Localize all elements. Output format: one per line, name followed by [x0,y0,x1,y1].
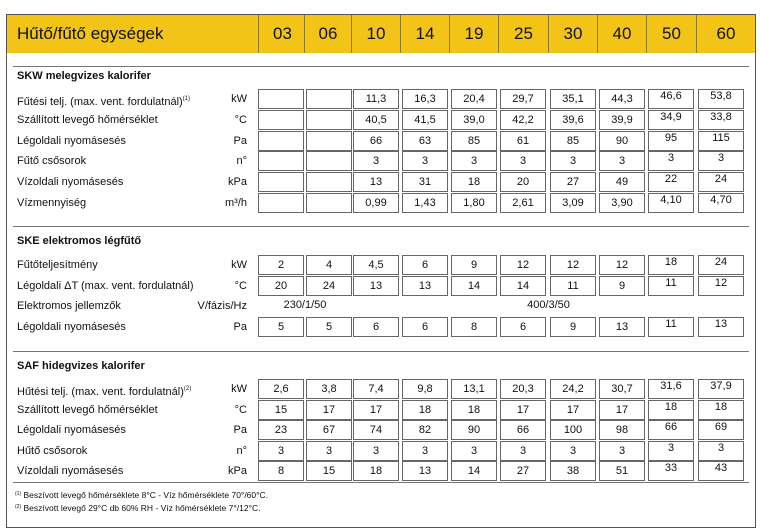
value-cell-14: 3 [402,151,448,171]
value-cell-10: 13 [353,276,399,296]
spec-table [6,14,756,528]
value-cell-40: 12 [599,255,645,275]
value-cell-60: 3 [698,441,744,461]
value-cell-50: 46,6 [648,89,694,109]
table-row [7,255,755,275]
value-cell-25: 66 [500,420,546,440]
value-cell-40: 49 [599,172,645,192]
value-cell-19: 39,0 [451,110,497,130]
value-cell-30: 3,09 [550,193,596,213]
value-cell-14: 18 [402,400,448,420]
row-unit: V/fázis/Hz [197,300,247,312]
value-cell-06: 15 [306,461,352,481]
table-row [7,400,755,420]
table-row [7,296,755,316]
value-cell-10: 0,99 [353,193,399,213]
value-cell-25: 3 [500,151,546,171]
value-cell-14: 13 [402,461,448,481]
value-cell-40: 44,3 [599,89,645,109]
value-cell-30: 3 [550,151,596,171]
table-header [7,15,755,53]
value-cell-06: 4 [306,255,352,275]
voltage-small-units: 230/1/50 [283,299,327,311]
value-cell-25: 6 [500,317,546,337]
value-cell-25: 14 [500,276,546,296]
row-label: Légoldali nyomásesés [17,135,126,147]
model-header-30: 30 [548,15,597,53]
value-cell-30: 27 [550,172,596,192]
value-cell-60: 33,8 [698,110,744,130]
model-header-60: 60 [696,15,755,53]
value-cell-40: 98 [599,420,645,440]
value-cell-10: 13 [353,172,399,192]
value-cell-19: 1,80 [451,193,497,213]
value-cell-06: 5 [306,317,352,337]
value-cell-25: 3 [500,441,546,461]
row-label: Légoldali nyomásesés [17,321,126,333]
value-cell-60: 12 [698,276,744,296]
row-unit: Pa [233,321,247,333]
value-cell-25: 61 [500,131,546,151]
model-header-06: 06 [304,15,351,53]
value-cell-50: 34,9 [648,110,694,130]
value-cell-60: 115 [698,131,744,151]
row-label: Szállított levegő hőmérséklet [17,114,158,126]
value-cell-30: 12 [550,255,596,275]
table-row [7,379,755,399]
value-cell-06 [306,151,352,171]
value-cell-10: 4,5 [353,255,399,275]
value-cell-10: 40,5 [353,110,399,130]
row-unit: Pa [233,424,247,436]
row-label: Vízoldali nyomásesés [17,465,124,477]
value-cell-03 [258,193,304,213]
value-cell-14: 3 [402,441,448,461]
section-title-ske: SKE elektromos légfűtő [17,235,142,247]
value-cell-60: 24 [698,172,744,192]
value-cell-40: 9 [599,276,645,296]
value-cell-03 [258,89,304,109]
value-cell-19: 18 [451,400,497,420]
value-cell-06: 67 [306,420,352,440]
value-cell-50: 11 [648,276,694,296]
value-cell-03: 15 [258,400,304,420]
row-unit: °C [234,404,247,416]
value-cell-19: 18 [451,172,497,192]
value-cell-25: 20 [500,172,546,192]
table-title: Hűtő/fűtő egységek [17,24,164,43]
row-label: Légoldali nyomásesés [17,424,126,436]
value-cell-60: 13 [698,317,744,337]
value-cell-40: 13 [599,317,645,337]
value-cell-19: 14 [451,276,497,296]
value-cell-06 [306,193,352,213]
value-cell-25: 17 [500,400,546,420]
value-cell-30: 85 [550,131,596,151]
value-cell-14: 41,5 [402,110,448,130]
value-cell-10: 7,4 [353,379,399,399]
table-row [7,131,755,151]
value-cell-25: 2,61 [500,193,546,213]
value-cell-50: 18 [648,400,694,420]
row-label: Légoldali ΔT (max. vent. fordulatnál) [17,280,194,292]
value-cell-30: 17 [550,400,596,420]
value-cell-40: 3,90 [599,193,645,213]
value-cell-03 [258,172,304,192]
value-cell-50: 31,6 [648,379,694,399]
value-cell-06: 3 [306,441,352,461]
value-cell-40: 3 [599,151,645,171]
value-cell-14: 82 [402,420,448,440]
model-header-19: 19 [449,15,498,53]
value-cell-14: 6 [402,317,448,337]
value-cell-50: 66 [648,420,694,440]
value-cell-50: 3 [648,151,694,171]
value-cell-50: 22 [648,172,694,192]
table-row [7,420,755,440]
table-row [7,193,755,213]
value-cell-19: 3 [451,441,497,461]
footnote-2: $^{(2)}$ Beszívott levegő 29°C db 60% RH - Víz hőmérséklete 7°/12°C. [15,503,261,513]
value-cell-06: 3,8 [306,379,352,399]
value-cell-19: 20,4 [451,89,497,109]
value-cell-03: 23 [258,420,304,440]
value-cell-06: 24 [306,276,352,296]
row-unit: kW [231,93,247,105]
section-divider [13,351,749,352]
row-unit: kPa [228,176,247,188]
row-unit: Pa [233,135,247,147]
value-cell-03: 2 [258,255,304,275]
table-row [7,441,755,461]
value-cell-10: 17 [353,400,399,420]
row-unit: n° [236,155,247,167]
value-cell-50: 18 [648,255,694,275]
value-cell-25: 29,7 [500,89,546,109]
value-cell-03: 2,6 [258,379,304,399]
value-cell-60: 24 [698,255,744,275]
value-cell-40: 30,7 [599,379,645,399]
value-cell-03: 5 [258,317,304,337]
value-cell-60: 53,8 [698,89,744,109]
value-cell-19: 85 [451,131,497,151]
value-cell-60: 37,9 [698,379,744,399]
table-row [7,89,755,109]
model-header-25: 25 [498,15,548,53]
value-cell-19: 13,1 [451,379,497,399]
value-cell-06 [306,131,352,151]
table-row [7,172,755,192]
value-cell-03 [258,131,304,151]
value-cell-14: 13 [402,276,448,296]
voltage-large-units: 400/3/50 [527,299,570,311]
section-title-saf: SAF hidegvizes kalorifer [17,360,145,372]
value-cell-19: 8 [451,317,497,337]
value-cell-30: 24,2 [550,379,596,399]
value-cell-10: 3 [353,441,399,461]
row-label: Elektromos jellemzők [17,300,121,312]
row-label: Fűtő csősorok [17,155,87,167]
section-divider [13,226,749,227]
value-cell-10: 66 [353,131,399,151]
row-label: Fűtési telj. (max. vent. fordulatnál)$^{(1)}$ [17,96,191,108]
model-header-40: 40 [597,15,646,53]
value-cell-10: 74 [353,420,399,440]
value-cell-10: 6 [353,317,399,337]
value-cell-50: 3 [648,441,694,461]
value-cell-25: 27 [500,461,546,481]
value-cell-06 [306,89,352,109]
table-row [7,110,755,130]
value-cell-50: 33 [648,461,694,481]
value-cell-03: 3 [258,441,304,461]
value-cell-40: 39,9 [599,110,645,130]
value-cell-30: 11 [550,276,596,296]
row-label: Hűtési telj. (max. vent. fordulatnál)$^{(2)}$ [17,386,192,398]
value-cell-03: 20 [258,276,304,296]
value-cell-30: 39,6 [550,110,596,130]
value-cell-10: 11,3 [353,89,399,109]
value-cell-60: 3 [698,151,744,171]
model-header-10: 10 [351,15,400,53]
value-cell-30: 9 [550,317,596,337]
value-cell-60: 18 [698,400,744,420]
value-cell-10: 3 [353,151,399,171]
value-cell-19: 9 [451,255,497,275]
value-cell-14: 1,43 [402,193,448,213]
value-cell-40: 3 [599,441,645,461]
table-row [7,276,755,296]
section-divider [13,482,749,483]
value-cell-50: 95 [648,131,694,151]
value-cell-60: 43 [698,461,744,481]
value-cell-03: 8 [258,461,304,481]
value-cell-03 [258,110,304,130]
value-cell-40: 17 [599,400,645,420]
row-unit: °C [234,114,247,126]
row-label: Hűtő csősorok [17,445,88,457]
model-header-14: 14 [400,15,449,53]
value-cell-14: 63 [402,131,448,151]
value-cell-30: 100 [550,420,596,440]
value-cell-50: 4,10 [648,193,694,213]
value-cell-30: 35,1 [550,89,596,109]
value-cell-14: 6 [402,255,448,275]
value-cell-25: 20,3 [500,379,546,399]
value-cell-30: 38 [550,461,596,481]
row-unit: kW [231,383,247,395]
value-cell-14: 31 [402,172,448,192]
row-label: Szállított levegő hőmérséklet [17,404,158,416]
row-label: Vízoldali nyomásesés [17,176,124,188]
row-unit: °C [234,280,247,292]
value-cell-19: 90 [451,420,497,440]
value-cell-25: 42,2 [500,110,546,130]
model-header-03: 03 [258,15,306,53]
footnote-1: $^{(1)}$ Beszívott levegő hőmérséklete 8°C - Víz hőmérséklete 70°/60°C. [15,490,269,500]
row-unit: kPa [228,465,247,477]
value-cell-06: 17 [306,400,352,420]
model-header-50: 50 [646,15,696,53]
value-cell-14: 16,3 [402,89,448,109]
value-cell-19: 14 [451,461,497,481]
value-cell-03 [258,151,304,171]
table-row [7,317,755,337]
value-cell-60: 69 [698,420,744,440]
value-cell-25: 12 [500,255,546,275]
section-title-skw: SKW melegvizes kalorifer [17,70,151,82]
value-cell-60: 4,70 [698,193,744,213]
table-row [7,151,755,171]
section-divider [13,66,749,67]
value-cell-40: 51 [599,461,645,481]
row-unit: kW [231,259,247,271]
table-row [7,461,755,481]
value-cell-30: 3 [550,441,596,461]
value-cell-14: 9,8 [402,379,448,399]
row-unit: n° [236,445,247,457]
value-cell-06 [306,172,352,192]
row-label: Vízmennyiség [17,197,87,209]
value-cell-10: 18 [353,461,399,481]
value-cell-50: 11 [648,317,694,337]
value-cell-06 [306,110,352,130]
row-label: Fűtőteljesítmény [17,259,98,271]
value-cell-40: 90 [599,131,645,151]
row-unit: m³/h [225,197,247,209]
value-cell-19: 3 [451,151,497,171]
